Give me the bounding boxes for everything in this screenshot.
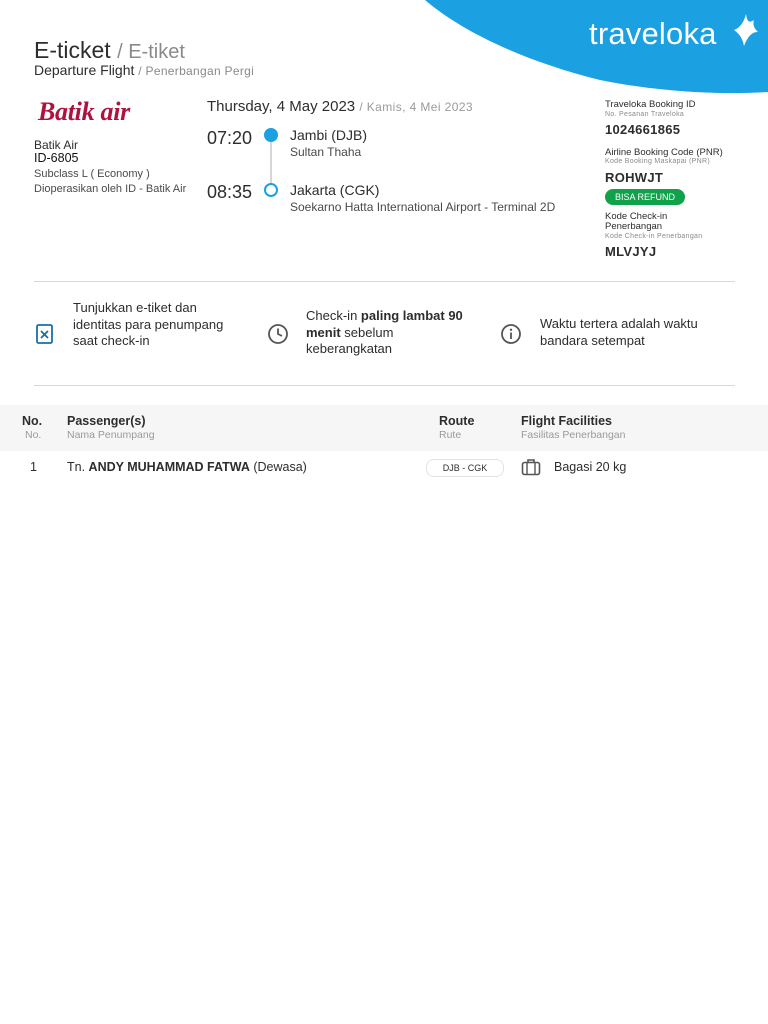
col-route-sub: Rute — [439, 429, 462, 441]
col-facilities-header: Flight Facilities — [521, 414, 612, 428]
route-pill: DJB - CGK — [426, 459, 504, 477]
id-card-icon — [34, 323, 56, 345]
page-subtitle: Departure Flight / Penerbangan Pergi — [34, 62, 255, 78]
arrival-airport: Soekarno Hatta International Airport - Terminal 2D — [290, 200, 556, 214]
info-local-time: Waktu tertera adalah waktu bandara setempat — [540, 316, 698, 348]
row-no: 1 — [30, 460, 37, 474]
bird-logo-icon — [732, 10, 760, 48]
baggage-icon — [521, 458, 541, 476]
info-show-ticket: Tunjukkan e-tiket dan identitas para penumpang saat check-in — [73, 300, 224, 348]
pnr-value: ROHWJT — [605, 170, 664, 185]
col-passenger-header: Passenger(s) — [67, 414, 146, 428]
booking-id-label-local: No. Pesanan Traveloka — [605, 111, 685, 118]
table-header — [0, 405, 768, 451]
passenger-name: Tn. ANDY MUHAMMAD FATWA (Dewasa) — [67, 460, 307, 474]
baggage-allowance: Bagasi 20 kg — [554, 460, 627, 474]
checkin-code-value: MLVJYJ — [605, 244, 657, 259]
departure-city: Jambi (DJB) — [290, 127, 368, 143]
subclass: Subclass L ( Economy ) — [34, 168, 150, 180]
brand-logo-text: traveloka — [589, 16, 717, 51]
airline-logo: Batik air — [38, 97, 130, 126]
checkin-code-label-local: Kode Check-in Penerbangan — [605, 233, 703, 240]
departure-dot — [264, 128, 278, 142]
col-no-sub: No. — [25, 429, 42, 441]
flight-date: Thursday, 4 May 2023 / Kamis, 4 Mei 2023 — [207, 98, 473, 115]
divider-top — [34, 281, 735, 282]
booking-id-label: Traveloka Booking ID — [605, 99, 696, 110]
operated-by: Dioperasikan oleh ID - Batik Air — [34, 183, 187, 195]
col-route-header: Route — [439, 414, 475, 428]
arrival-dot — [264, 183, 278, 197]
info-icon — [500, 323, 522, 345]
col-no-header: No. — [22, 414, 43, 428]
clock-icon — [267, 323, 289, 345]
page-title: E-ticket / E-tiket — [34, 37, 185, 63]
refund-badge: BISA REFUND — [605, 189, 685, 205]
arrival-time: 08:35 — [207, 182, 253, 202]
arrival-city: Jakarta (CGK) — [290, 182, 380, 198]
booking-id-value: 1024661865 — [605, 122, 681, 137]
pnr-label-local: Kode Booking Maskapai (PNR) — [605, 158, 710, 165]
divider-bottom — [34, 385, 735, 386]
col-passenger-sub: Nama Penumpang — [67, 429, 155, 441]
airline-name: Batik Air — [34, 138, 79, 152]
pnr-label: Airline Booking Code (PNR) — [605, 147, 723, 158]
departure-time: 07:20 — [207, 128, 253, 148]
checkin-code-label: Kode Check-in Penerbangan — [605, 211, 668, 232]
col-facilities-sub: Fasilitas Penerbangan — [521, 429, 626, 441]
flight-number: ID-6805 — [34, 151, 79, 165]
departure-airport: Sultan Thaha — [290, 145, 362, 159]
timeline-line — [270, 142, 272, 184]
info-checkin-deadline: Check-in paling lambat 90 menit sebelum keberangkatan — [306, 308, 463, 356]
